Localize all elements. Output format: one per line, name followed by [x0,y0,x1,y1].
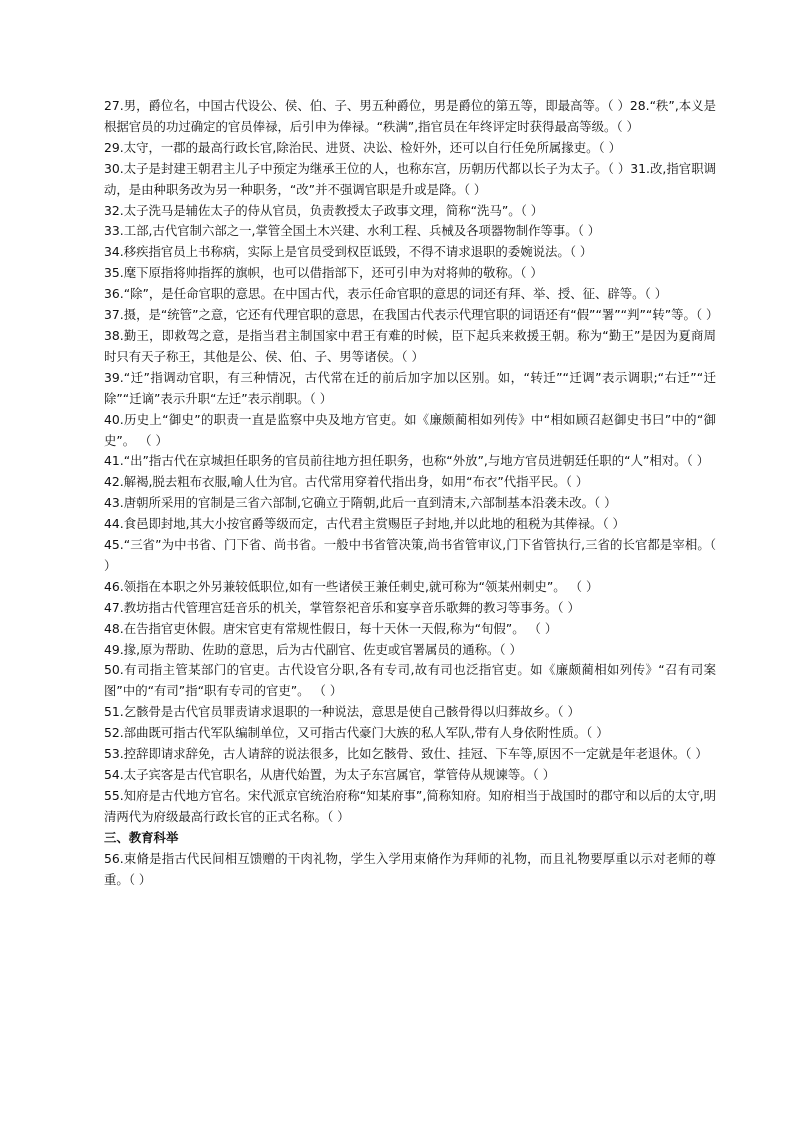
question-40 [104,410,716,452]
question-42 [104,472,716,493]
question-29 [104,138,716,159]
question-52 [104,723,716,744]
question-text: 41.“出”指古代在京城担任职务的官员前往地方担任职务，也称“外放”,与地方官员进朝廷任职的“人”相对。（ ） [104,453,710,469]
question-45 [104,535,716,577]
question-51 [104,702,716,723]
question-text: 50.有司指主管某部门的官吏。古代设官分职,各有专司,故有司也泛指官吏。如《廉颇蔺相如列传》“召有司案图”中的“有司”指“职有专司的官吏”。 （ ） [104,662,716,699]
question-50 [104,660,716,702]
question-text: 49.掾,原为帮助、佐助的意思，后为古代副官、佐吏或官署属员的通称。（ ） [104,641,522,657]
question-49 [104,640,716,661]
question-text: 46.领指在本职之外另兼较低职位,如有一些诸侯王兼任刺史,就可称为“领某州刺史”。 （ ） [104,578,599,594]
question-text: 30.太子是封建王朝君主儿子中预定为继承王位的人，也称东宫，历朝历代都以长子为太子。（ ）31.改,指官职调动，是由种职务改为另一种职务，“改”并不强调官职是升或是降。（ ） [104,160,716,197]
question-39 [104,368,716,410]
question-text: 55.知府是古代地方官名。宋代派京官统治府称“知某府事”,简称知府。知府相当于战国时的郡守和以后的太守,明清两代为府级最高行政长官的正式名称。（ ） [104,787,716,824]
question-text: 56.束脩是指古代民间相互馈赠的干肉礼物，学生入学用束脩作为拜师的礼物，而且礼物要厚重以示对老师的尊重。（ ） [104,850,716,887]
question-38 [104,326,716,368]
section-heading: 三、教育科举 [104,829,179,845]
question-text: 36.“除”，是任命官职的意思。在中国古代，表示任命官职的意思的词还有拜、举、授、征、辟等。（ ） [104,286,668,302]
question-41 [104,451,716,472]
question-44 [104,514,716,535]
question-text: 43.唐朝所采用的官制是三省六部制,它确立于隋朝,此后一直到清末,六部制基本沿袭未改。（ ） [104,495,617,511]
question-48 [104,619,716,640]
question-text: 54.太子宾客是古代官职名，从唐代始置，为太子东宫属官，掌管侍从规谏等。（ ） [104,767,556,782]
question-46 [104,577,716,598]
question-text: 42.解褐,脱去粗布衣服,喻人仕为官。古代常用穿着代指出身，如用“布衣”代指平民。（ ） [104,474,589,490]
question-text: 48.在告指官吏休假。唐宋官吏有常规性假日，每十天休一天假,称为“旬假”。 （ ） [104,620,558,636]
question-text: 39.“迁”指调动官职，有三种情况，古代常在迁的前后加字加以区别。如，“转迁”“迁调”表示调职;“右迁”“迁除”“迁谪”表示升职“左迁”表示削职。（ ） [104,369,716,406]
question-text: 33.工部,古代官制六部之一,掌管全国土木兴建、水利工程、兵械及各项器物制作等事。（ ） [104,223,601,239]
question-text: 51.乞骸骨是古代官员罪责请求退职的一种说法，意思是使自己骸骨得以归葬故乡。（ ） [104,704,580,720]
question-text: 27.男，爵位名，中国古代设公、侯、伯、子、男五种爵位，男是爵位的第五等，即最高等。（ ）28.“秩”,本义是根据官员的功过确定的官员俸禄，后引申为俸禄。“秩满”,指官员在年终评定时获得最高等级。（ ） [104,98,716,134]
question-text: 34.移疾指官员上书称病，实际上是官员受到权臣诋毁，不得不请求退职的委婉说法。（ ） [104,244,593,260]
document-page [104,96,719,890]
question-54 [104,765,716,786]
question-30-31 [104,159,716,201]
question-35 [104,263,716,284]
question-56 [104,849,716,891]
question-47 [104,598,716,619]
question-text: 44.食邑即封地,其大小按官爵等级而定，古代君主赏赐臣子封地,并以此地的租税为其俸禄。（ ） [104,516,625,532]
question-53 [104,744,716,765]
question-36 [104,284,716,305]
question-text: 29.太守，一郡的最高行政长官,除治民、进贤、决讼、检奸外，还可以自行任免所属掾吏。（ ） [104,139,622,155]
question-text: 53.控辞即请求辞免，古人请辞的说法很多，比如乞骸骨、致仕、挂冠、下车等,原因不一定就是年老退休。（ ） [104,746,708,762]
question-27-28 [104,96,716,138]
question-text: 32.太子洗马是辅佐太子的侍从官员，负责教授太子政事文理，简称“洗马”。（ ） [104,202,544,218]
question-text: 47.教坊指古代管理宫廷音乐的机关，掌管祭祀音乐和宴享音乐歌舞的教习等事务。（ ） [104,599,580,615]
question-text: 40.历史上“御史”的职责一直是监察中央及地方官吏。如《廉颇蔺相如列传》中“相如顾召赵御史书曰”中的“御史”。 （ ） [104,411,716,448]
question-34 [104,242,716,263]
question-text: 38.勤王，即救驾之意，是指当君主制国家中君王有难的时候，臣下起兵来救援王朝。称为“勤王”是因为夏商周时只有天子称王，其他是公、侯、伯、子、男等诸侯。（ ） [104,327,716,364]
question-33 [104,221,716,242]
question-55 [104,786,716,828]
question-32 [104,201,716,222]
question-text: 52.部曲既可指古代军队编制单位，又可指古代豪门大族的私人军队,带有人身依附性质。（ ） [104,725,609,741]
question-text: 45.“三省”为中书省、门下省、尚书省。一般中书省管决策,尚书省管审议,门下省管执行,三省的长官都是宰相。（ ） [104,537,716,573]
question-text: 37.摄，是“统管”之意，它还有代理官职的意思，在我国古代表示代理官职的词语还有“假”“署”“判”“转”等。（ ） [104,307,719,323]
question-text: 35.麾下原指将帅指挥的旗帜，也可以借指部下，还可引申为对将帅的敬称。（ ） [104,265,543,281]
question-37 [104,305,719,326]
question-43 [104,493,716,514]
